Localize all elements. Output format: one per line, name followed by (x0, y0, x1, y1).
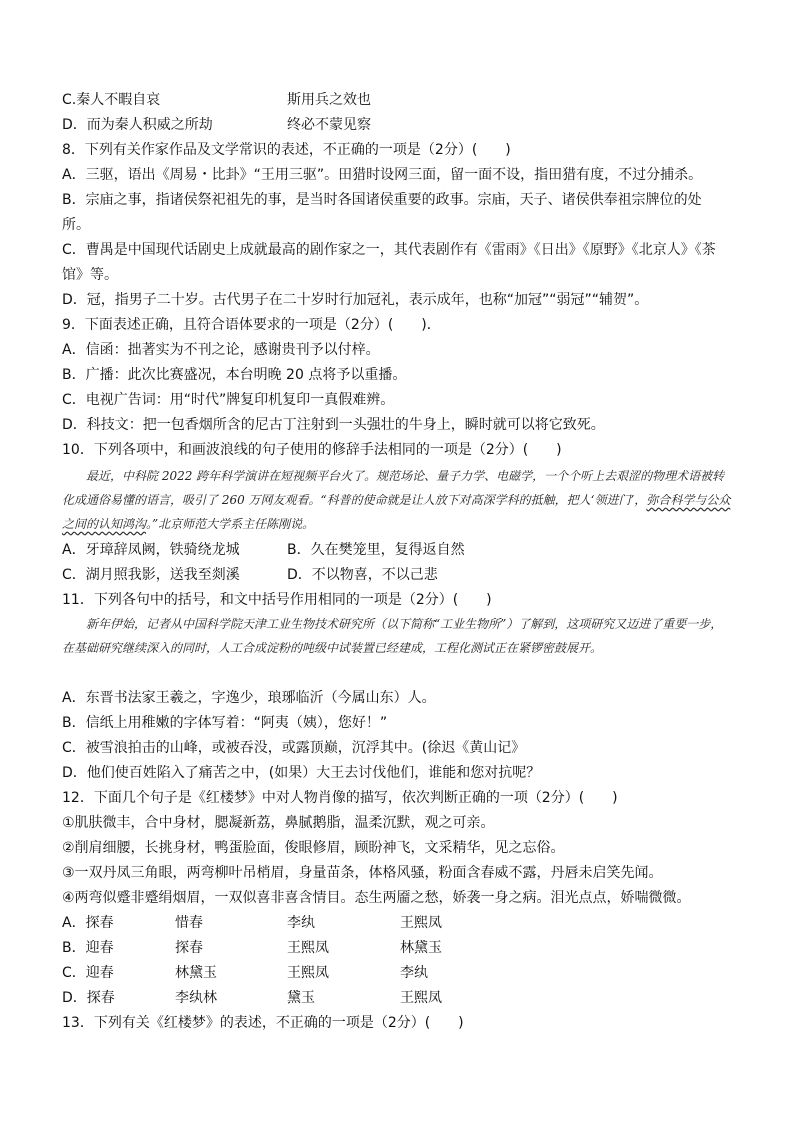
q10-option-b: B．久在樊笼里，复得返自然 (287, 542, 465, 558)
q10-stem: 10．下列各项中，和画波浪线的句子使用的修辞手法相同的一项是（2分）( ) (62, 442, 562, 458)
q12-option-c: C．迎春 (62, 965, 114, 981)
q7-option-d-left: D．而为秦人积威之所劫 (62, 117, 213, 133)
q12-option-c-2: 林黛玉 (175, 965, 217, 981)
q8-stem: 8．下列有关作家作品及文学常识的表述，不正确的一项是（2分）( ) (62, 142, 511, 158)
q10-wavy-sentence: 弥合科学与公众之间的认知鸿沟 (62, 493, 731, 531)
q11-stem: 11．下列各句中的括号，和文中括号作用相同的一项是（2分）( ) (62, 592, 492, 608)
q11-passage: 新年伊始，记者从中国科学院天津工业生物技术研究所（以下简称“工业生物所”）了解到，这项研究又迈进了重要一步，在基础研究继续深入的同时，人工合成淀粉的吨级中试装置已经建成，工程化测试正在紧锣密鼓展开。 (62, 617, 723, 655)
q9-option-c: C．电视广告词：用“时代”牌复印机复印一真假难辨。 (62, 392, 395, 408)
q12-option-a-4: 王熙凤 (400, 915, 442, 931)
q12-option-d-3: 黛玉 (287, 990, 315, 1006)
q7-option-d-right: 终必不蒙见察 (287, 117, 371, 133)
q12-option-b-3: 王熙凤 (287, 940, 329, 956)
q12-option-d-2: 李纨林 (175, 990, 217, 1006)
q12-option-b: B．迎春 (62, 940, 114, 956)
q7-option-c-left: C.秦人不暇自哀 (62, 92, 161, 108)
q12-option-d-4: 王熙凤 (400, 990, 442, 1006)
q9-option-a: A．信函：拙著实为不刊之论，感谢贵刊予以付梓。 (62, 342, 380, 358)
q9-option-d: D．科技文：把一包香烟所含的尼古丁注射到一头强壮的牛身上，瞬时就可以将它致死。 (62, 417, 605, 433)
q11-option-c: C．被雪浪拍击的山峰，或被吞没，或露顶巅，沉浮其中。(徐迟《黄山记》 (62, 740, 526, 756)
q12-option-b-2: 探春 (175, 940, 203, 956)
q11-option-d: D．他们使百姓陷入了痛苦之中，(如果）大王去讨伐他们，谁能和您对抗呢？ (62, 765, 541, 781)
q10-option-c: C．湖月照我影，送我至剡溪 (62, 567, 240, 583)
q10-passage-tail: 。”北京师范大学系主任陈刚说。 (146, 517, 315, 531)
q12-sentence-4: ④两弯似蹙非蹙绢烟眉，一双似喜非喜含情目。态生两靥之愁，娇袭一身之病。泪光点点，娇喘微微。 (62, 890, 691, 906)
q8-option-b: B．宗庙之事，指诸侯祭祀祖先的事，是当时各国诸侯重要的政事。宗庙，天子、诸侯供奉祖宗牌位的处 (62, 192, 702, 208)
q12-option-b-4: 林黛玉 (400, 940, 442, 956)
q8-option-c-cont: 馆》等。 (62, 267, 118, 283)
q8-option-c: C．曹禺是中国现代话剧史上成就最高的剧作家之一，其代表剧作有《雷雨》《日出》《原野》《北京人》《茶 (62, 242, 716, 258)
q13-stem: 13．下列有关《红楼梦》的表述，不正确的一项是（2分）( ) (62, 1015, 464, 1031)
q7-option-c-right: 斯用兵之效也 (287, 92, 371, 108)
q10-option-d: D．不以物喜，不以己悲 (287, 567, 438, 583)
q12-option-a-2: 惜春 (175, 915, 203, 931)
q12-sentence-3: ③一双丹凤三角眼，两弯柳叶吊梢眉，身量苗条，体格风骚，粉面含春威不露，丹唇未启笑先闻。 (62, 865, 663, 881)
q12-option-a-3: 李纨 (287, 915, 315, 931)
q9-stem: 9．下面表述正确，且符合语体要求的一项是（2分）( )． (62, 317, 441, 333)
q11-option-a: A．东晋书法家王羲之，字逸少，琅琊临沂（今属山东）人。 (62, 690, 436, 706)
q8-option-a: A．三驱，语出《周易・比卦》“王用三驱”。田猎时设网三面，留一面不设，指田猎有度，不过分捕杀。 (62, 167, 703, 183)
q9-option-b: B．广播：此次比赛盛况，本台明晚 20 点将予以重播。 (62, 367, 407, 383)
q11-option-b: B．信纸上用稚嫩的字体写着：“阿夷（姨），您好！” (62, 715, 388, 731)
q10-option-a: A．牙璋辞凤阙，铁骑绕龙城 (62, 542, 240, 558)
q8-option-d: D．冠，指男子二十岁。古代男子在二十岁时行加冠礼，表示成年，也称“加冠”“弱冠”“辅贺”。 (62, 292, 649, 308)
q12-sentence-1: ①肌肤微丰，合中身材，腮凝新荔，鼻腻鹅脂，温柔沉默，观之可亲。 (62, 815, 495, 831)
q12-option-d: D．探春 (62, 990, 115, 1006)
q12-option-a: A．探春 (62, 915, 114, 931)
q12-sentence-2: ②削肩细腰，长挑身材，鸭蛋脸面，俊眼修眉，顾盼神飞，文采精华，见之忘俗。 (62, 840, 565, 856)
q10-passage-text: 最近，中科院 2022 跨年科学演讲在短视频平台火了。规范场论、量子力学、电磁学，一个个听上去艰涩的物理术语被转化成通俗易懂的语言，吸引了 260 万网友观看。“科普的使命就是让人放下对高深学科的抵触，把人‘领进门’， (62, 469, 725, 507)
q12-stem: 12．下面几个句子是《红楼梦》中对人物肖像的描写，依次判断正确的一项（2分）( ) (62, 790, 618, 806)
q8-option-b-cont: 所。 (62, 217, 90, 233)
q12-option-c-3: 王熙凤 (287, 965, 329, 981)
q10-passage (62, 464, 734, 536)
q12-option-c-4: 李纨 (400, 965, 428, 981)
